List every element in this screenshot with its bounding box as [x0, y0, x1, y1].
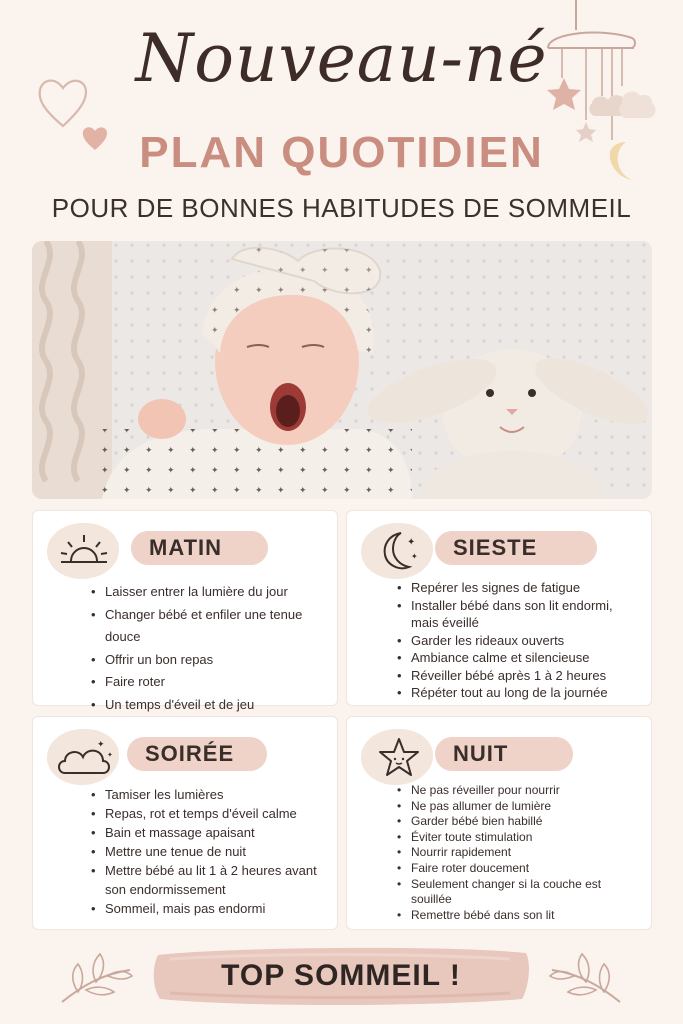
list-item: • Bain et massage apaisant	[105, 823, 327, 842]
list-item: • Garder bébé bien habillé	[411, 814, 641, 830]
list-item: • Repas, rot et temps d'éveil calme	[105, 804, 327, 823]
sieste-list	[411, 579, 641, 702]
list-item: • Remettre bébé dans son lit	[411, 908, 641, 924]
list-item: • Nourrir rapidement	[411, 845, 641, 861]
list-item: • Répéter tout au long de la journée	[411, 684, 641, 702]
script-title: Nouveau-né	[135, 20, 548, 97]
list-item: • Ambiance calme et silencieuse	[411, 649, 641, 667]
list-item: • Garder les rideaux ouverts	[411, 632, 641, 650]
svg-text:✦: ✦	[97, 740, 105, 750]
list-item: • Installer bébé dans son lit endormi, mais éveillé	[411, 597, 641, 632]
card-nuit	[346, 716, 652, 930]
list-item: • Réveiller bébé après 1 à 2 heures	[411, 667, 641, 685]
star-icon	[375, 733, 423, 781]
list-item: • Ne pas allumer de lumière	[411, 799, 641, 815]
list-item: • Mettre une tenue de nuit	[105, 842, 327, 861]
nuit-list	[411, 783, 641, 923]
list-item: • Ne pas réveiller pour nourrir	[411, 783, 641, 799]
list-item: • Seulement changer si la couche est souillée	[411, 877, 641, 908]
card-soiree	[32, 716, 338, 930]
list-item: • Mettre bébé au lit 1 à 2 heures avant son endormissement	[105, 861, 327, 899]
cloud-icon	[55, 737, 115, 781]
baby-yawning-photo	[32, 241, 652, 499]
list-item: • Laisser entrer la lumière du jour	[105, 581, 327, 604]
list-item: • Éviter toute stimulation	[411, 830, 641, 846]
matin-title: MATIN	[131, 531, 268, 565]
moon-icon	[375, 527, 423, 575]
list-item: • Faire roter	[105, 671, 327, 694]
nuit-title: NUIT	[435, 737, 573, 771]
leaf-branch-left-icon	[56, 940, 136, 1006]
soiree-list	[105, 785, 327, 918]
list-item: • Sommeil, mais pas endormi	[105, 899, 327, 918]
card-sieste	[346, 510, 652, 706]
list-item: • Changer bébé et enfiler une tenue douce	[105, 604, 327, 649]
card-matin	[32, 510, 338, 712]
list-item: • Tamiser les lumières	[105, 785, 327, 804]
list-item: • Un temps d'éveil et de jeu	[105, 694, 327, 717]
sieste-title: SIESTE	[435, 531, 597, 565]
svg-text:✦: ✦	[107, 751, 113, 759]
list-item: • Faire roter doucement	[411, 861, 641, 877]
svg-text:✦: ✦	[407, 537, 416, 548]
list-item: • Repérer les signes de fatigue	[411, 579, 641, 597]
svg-text:✦: ✦	[411, 552, 418, 561]
banner-text: TOP SOMMEIL !	[221, 959, 461, 992]
matin-list	[105, 581, 327, 716]
sunrise-icon	[59, 531, 109, 571]
soiree-title: SOIRÉE	[127, 737, 267, 771]
list-item: • Offrir un bon repas	[105, 649, 327, 672]
subtitle: POUR DE BONNES HABITUDES DE SOMMEIL	[51, 193, 632, 223]
plan-title: PLAN QUOTIDIEN	[139, 128, 544, 177]
leaf-branch-right-icon	[546, 940, 626, 1006]
